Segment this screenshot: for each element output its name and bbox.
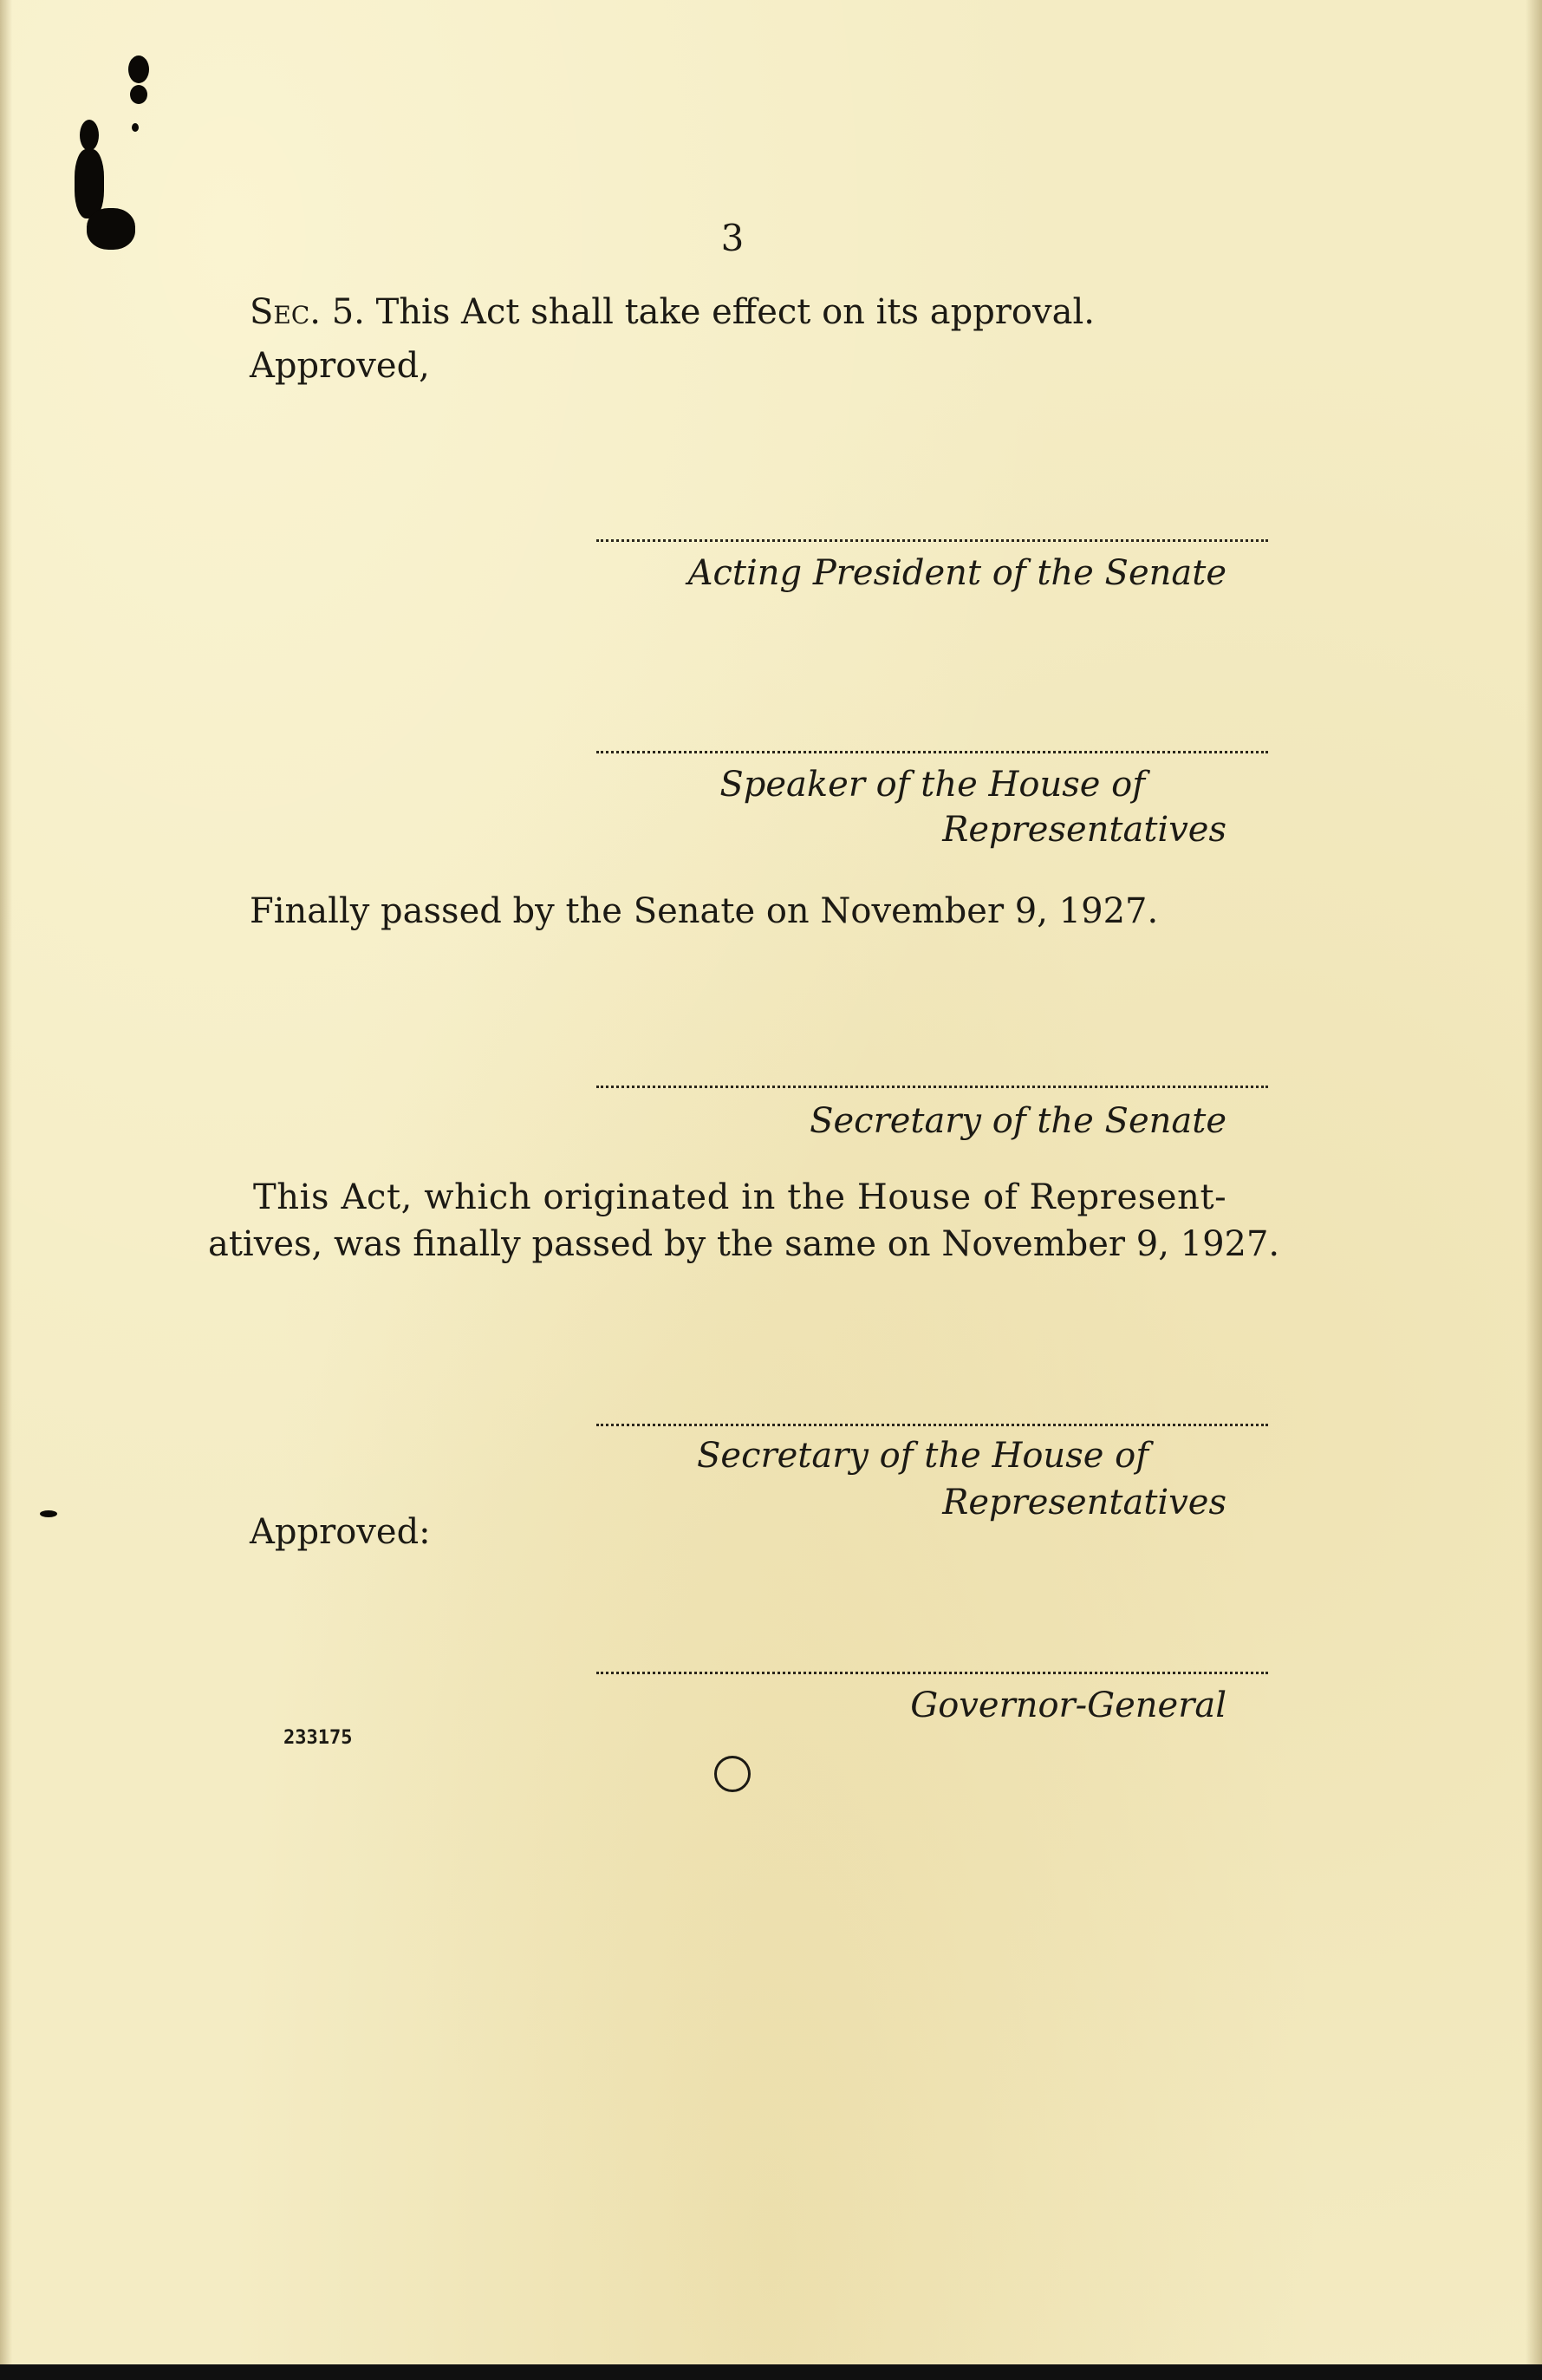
house-origin-line-1: This Act, which originated in the House of Represent-	[253, 1177, 1227, 1217]
ink-stain-6	[132, 123, 139, 132]
ink-stain-3	[80, 120, 99, 151]
signature-line-speaker	[596, 751, 1268, 753]
secretary-house-title-line2: Representatives	[942, 1483, 1226, 1523]
circle-mark	[714, 1756, 751, 1792]
section-5-text	[250, 289, 1095, 336]
signature-line-governor-general	[596, 1672, 1268, 1674]
section-body: 5. This Act shall take effect on its approval.	[320, 292, 1095, 332]
signature-line-acting-president	[596, 539, 1268, 542]
paper-edge-right	[1526, 0, 1542, 2364]
governor-general-title: Governor-General	[910, 1686, 1226, 1725]
signature-line-secretary-house	[596, 1424, 1268, 1426]
ink-stain-4	[75, 149, 104, 218]
catalog-number: 233175	[283, 1727, 353, 1749]
house-origin-line-2: atives, was finally passed by the same on November 9, 1927.	[208, 1224, 1280, 1264]
speaker-title-line1: Speaker of the House of	[719, 765, 1145, 805]
scan-edge-strip	[0, 2364, 1542, 2380]
acting-president-title: Acting President of the Senate	[687, 553, 1226, 593]
page-number: 3	[720, 217, 745, 259]
approved-heading: Approved,	[250, 346, 430, 386]
ink-stain-7	[40, 1510, 57, 1517]
approved-label: Approved:	[250, 1512, 431, 1552]
secretary-house-title-line1: Secretary of the House of	[697, 1436, 1148, 1476]
ink-stain-2	[130, 85, 147, 104]
section-label: Sec.	[250, 292, 321, 332]
paper-edge-left	[0, 0, 12, 2364]
ink-stain-1	[128, 55, 149, 83]
secretary-senate-title: Secretary of the Senate	[810, 1101, 1226, 1141]
speaker-title-line2: Representatives	[942, 810, 1226, 850]
senate-passage-text: Finally passed by the Senate on November 9, 1927.	[250, 891, 1159, 931]
signature-line-secretary-senate	[596, 1086, 1268, 1088]
